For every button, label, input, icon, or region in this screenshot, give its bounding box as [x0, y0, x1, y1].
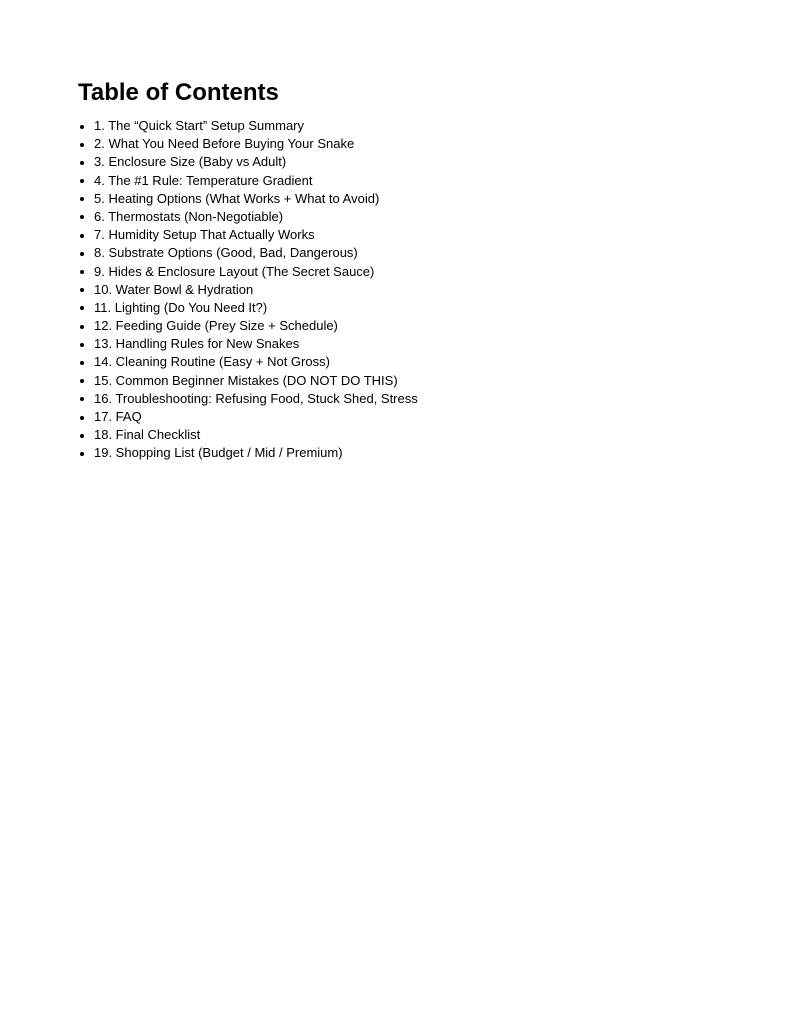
toc-item-label: 2. What You Need Before Buying Your Snake: [94, 136, 355, 152]
bullet-icon: [80, 252, 84, 256]
toc-item-3: [78, 153, 418, 171]
bullet-icon: [80, 143, 84, 147]
toc-item-label: 5. Heating Options (What Works + What to Avoid): [94, 190, 380, 206]
toc-item-label: 8. Substrate Options (Good, Bad, Dangerous): [94, 245, 358, 261]
bullet-icon: [80, 288, 84, 292]
toc-item-11: [78, 299, 418, 317]
toc-item-1: [78, 117, 418, 135]
toc-item-13: [78, 335, 418, 353]
toc-item-label: 11. Lighting (Do You Need It?): [94, 299, 268, 315]
bullet-icon: [80, 234, 84, 238]
toc-item-5: [78, 190, 418, 208]
toc-item-8: [78, 244, 418, 262]
toc-item-label: 15. Common Beginner Mistakes (DO NOT DO THIS): [94, 372, 398, 388]
bullet-icon: [80, 361, 84, 365]
toc-item-label: 14. Cleaning Routine (Easy + Not Gross): [94, 354, 330, 370]
toc-list: [78, 117, 418, 463]
bullet-icon: [80, 270, 84, 274]
bullet-icon: [80, 416, 84, 420]
bullet-icon: [80, 179, 84, 183]
bullet-icon: [80, 325, 84, 329]
toc-item-14: [78, 353, 418, 371]
toc-item-label: 3. Enclosure Size (Baby vs Adult): [94, 154, 287, 170]
toc-item-label: 4. The #1 Rule: Temperature Gradient: [94, 172, 313, 188]
bullet-icon: [80, 379, 84, 383]
toc-item-12: [78, 317, 418, 335]
toc-item-6: [78, 208, 418, 226]
toc-item-16: [78, 390, 418, 408]
toc-item-label: 12. Feeding Guide (Prey Size + Schedule): [94, 318, 338, 334]
toc-item-17: [78, 408, 418, 426]
bullet-icon: [80, 161, 84, 165]
toc-item-label: 13. Handling Rules for New Snakes: [94, 336, 300, 352]
toc-item-10: [78, 281, 418, 299]
toc-item-label: 18. Final Checklist: [94, 427, 201, 443]
bullet-icon: [80, 343, 84, 347]
toc-item-18: [78, 426, 418, 444]
toc-item-label: 10. Water Bowl & Hydration: [94, 281, 254, 297]
toc-item-label: 17. FAQ: [94, 409, 142, 424]
toc-item-label: 9. Hides & Enclosure Layout (The Secret Sauce): [94, 263, 375, 279]
toc-item-label: 6. Thermostats (Non-Negotiable): [94, 208, 284, 224]
toc-item-label: 1. The “Quick Start” Setup Summary: [94, 118, 304, 133]
toc-item-19: [78, 444, 418, 462]
bullet-icon: [80, 215, 84, 219]
toc-item-label: 7. Humidity Setup That Actually Works: [94, 227, 315, 243]
toc-item-4: [78, 172, 418, 190]
bullet-icon: [80, 397, 84, 401]
toc-item-7: [78, 226, 418, 244]
bullet-icon: [80, 125, 84, 129]
bullet-icon: [80, 306, 84, 310]
toc-item-label: 19. Shopping List (Budget / Mid / Premium): [94, 445, 343, 461]
bullet-icon: [80, 452, 84, 456]
page-title: Table of Contents: [78, 79, 279, 106]
toc-item-label: 16. Troubleshooting: Refusing Food, Stuck Shed, Stress: [94, 390, 418, 406]
toc-item-9: [78, 263, 418, 281]
bullet-icon: [80, 434, 84, 438]
toc-item-2: [78, 135, 418, 153]
bullet-icon: [80, 197, 84, 201]
toc-item-15: [78, 372, 418, 390]
